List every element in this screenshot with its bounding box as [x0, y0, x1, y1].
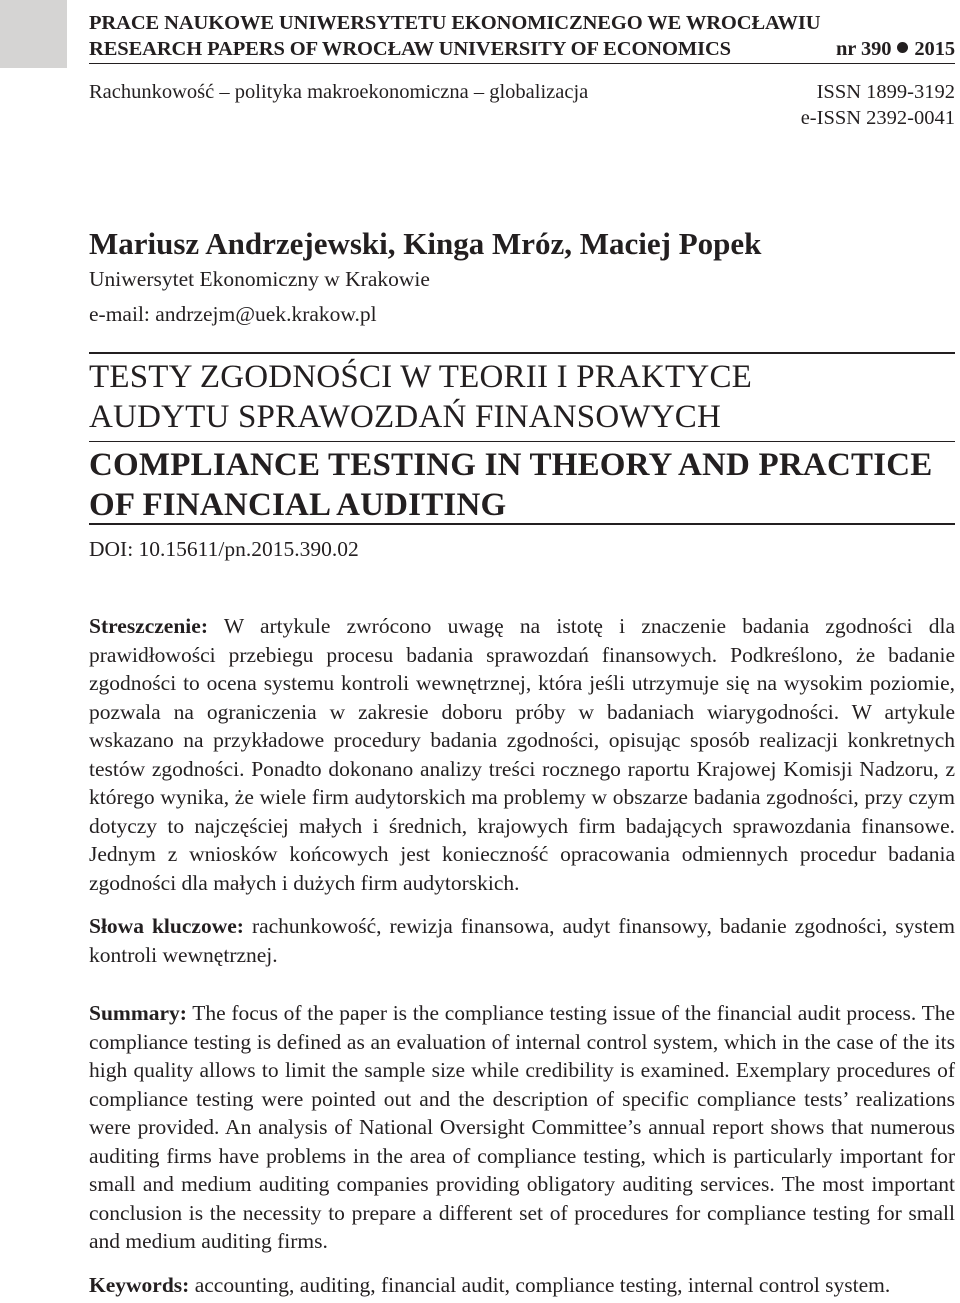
abstract-pl	[89, 612, 955, 897]
summary-en	[89, 999, 955, 1256]
header-rule	[89, 63, 955, 64]
issue-number: nr 390	[835, 38, 892, 60]
authors: Mariusz Andrzejewski, Kinga Mróz, Maciej Popek	[89, 226, 762, 261]
issue-year: 2015	[914, 38, 955, 60]
header-gray-box	[0, 0, 67, 68]
doi: DOI: 10.15611/pn.2015.390.02	[89, 537, 359, 561]
issue-info	[836, 36, 955, 62]
title-pl	[89, 357, 955, 437]
issn-block	[801, 79, 955, 131]
abstract-pl-label: Streszczenie:	[89, 614, 208, 638]
summary-en-text: The focus of the paper is the compliance testing issue of the financial audit process. The compliance testing is defined as an evaluation of internal control system, which in the case of the its high quality allows to limit the sample size while credibility is examined. Exemplary procedures of compliance testing were pointed out and the description of specific compliance tests’ realizations were provided. An analysis of National Oversight Committee’s annual report shows that numerous auditing firms have problems in the area of compliance testing, which is particularly important for small and medium auditing companies providing obligatory auditing services. The most important conclusion is the necessity to prepare a different set of procedures for compliance testing for small and medium auditing firms.	[89, 1001, 955, 1253]
keywords-en	[89, 1271, 955, 1300]
title-pl-line2: AUDYTU SPRAWOZDAŃ FINANSOWYCH	[89, 399, 721, 435]
keywords-en-label: Keywords:	[89, 1273, 190, 1297]
abstract-pl-text: W artykule zwrócono uwagę na istotę i znaczenie badania zgodności dla prawidłowości przebiegu procesu badania sprawozdań finansowych. Podkreślono, że badanie zgodności to ocena systemu kontroli wewnętrznej, która jeśli utrzymuje się na wysokim poziomie, pozwala na ograniczenia w zakresie doboru próby w badaniach wiarygodności. W artykule wskazano na przykładowe procedury badania zgodności, opisując sposób realizacji konkretnych testów zgodności. Ponadto dokonano analizy treści rocznego raportu Krajowej Komisji Nadzoru, z którego wynika, że wiele firm audytorskich ma problemy w obszarze badania zgodności, przy czym dotyczy to najczęściej małych i średnich, krajowych firm badających sprawozdania finansowe. Jednym z wniosków końcowych jest konieczność opracowania odmiennych procedur badania zgodności dla małych i dużych firm audytorskich.	[89, 614, 955, 895]
keywords-pl-text: rachunkowość, rewizja finansowa, audyt finansowy, badanie zgodności, system kontroli wewnętrznej.	[89, 914, 955, 967]
series-title: Rachunkowość – polityka makroekonomiczna – globalizacja	[89, 81, 589, 103]
title-rule-middle	[89, 441, 955, 442]
keywords-en-text: accounting, auditing, financial audit, compliance testing, internal control system.	[194, 1273, 891, 1297]
title-rule-bottom	[89, 523, 955, 525]
title-pl-line1: TESTY ZGODNOŚCI W TEORII I PRAKTYCE	[89, 359, 753, 395]
title-en-line2: OF FINANCIAL AUDITING	[89, 487, 507, 523]
summary-en-label: Summary:	[89, 1001, 187, 1025]
title-en	[89, 445, 955, 525]
eissn: e-ISSN 2392-0041	[800, 107, 955, 129]
journal-name-pl: PRACE NAUKOWE UNIWERSYTETU EKONOMICZNEGO WE WROCŁAWIU	[89, 12, 821, 34]
journal-name-en-row	[89, 36, 955, 62]
affiliation: Uniwersytet Ekonomiczny w Krakowie	[89, 267, 430, 291]
bullet-icon	[897, 42, 908, 53]
title-rule-top	[89, 352, 955, 354]
series-row	[89, 79, 955, 131]
keywords-pl-label: Słowa kluczowe:	[89, 914, 244, 938]
title-en-line1: COMPLIANCE TESTING IN THEORY AND PRACTICE	[89, 447, 933, 483]
journal-header	[89, 10, 955, 64]
email: e-mail: andrzejm@uek.krakow.pl	[89, 302, 377, 326]
keywords-pl	[89, 912, 955, 969]
issn: ISSN 1899-3192	[816, 81, 955, 103]
journal-name-en: RESEARCH PAPERS OF WROCŁAW UNIVERSITY OF ECONOMICS	[89, 38, 731, 60]
